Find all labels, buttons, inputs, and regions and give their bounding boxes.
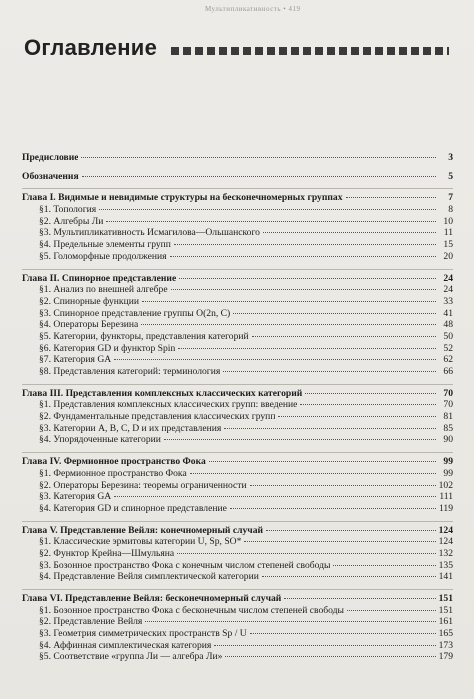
toc-page-number: 52 (443, 342, 453, 354)
toc-section-entry (22, 480, 453, 492)
dot-leader (171, 289, 436, 290)
dot-leader (233, 313, 436, 314)
toc-page-number: 161 (438, 616, 453, 628)
dot-leader (164, 439, 436, 440)
dot-leader (141, 324, 436, 325)
toc-entry-label: §3. Геометрия симметрических пространств Sp / U (39, 628, 247, 640)
toc-entry-label: §1. Фермионное пространство Фока (39, 467, 187, 479)
toc-entry-label: §1. Классические эрмитовы категории U, Sp, SO* (39, 536, 242, 548)
toc-page-number: 111 (439, 491, 453, 503)
dot-leader (106, 221, 436, 222)
toc-entry-label: §5. Категории, функторы, представления категорий (39, 330, 249, 342)
toc-page-number: 70 (443, 399, 453, 411)
dot-leader (209, 461, 436, 462)
dot-leader (250, 633, 436, 634)
toc-entry-preface (22, 152, 453, 164)
toc-entry-notation (22, 171, 453, 183)
toc-page-number: 15 (443, 239, 453, 251)
dot-leader (114, 359, 436, 360)
toc-section-entry (22, 284, 453, 296)
dot-leader (346, 197, 437, 198)
toc-section-entry (22, 216, 453, 228)
toc-section-entry (22, 503, 453, 515)
toc-page-number: 151 (438, 593, 453, 604)
toc-entry-label: §6. Категория GD и функтор Spin (39, 342, 176, 354)
chapter-block (22, 269, 453, 378)
toc-entry-label: §3. Мультипликативность Исмагилова—Ольшанского (39, 227, 260, 239)
toc-section-entry (22, 536, 453, 548)
toc-section-entry (22, 343, 453, 355)
dot-leader (263, 232, 436, 233)
toc-section-entry (22, 296, 453, 308)
toc-entry-label: §7. Категория GA (39, 354, 112, 366)
toc-section-entry (22, 411, 453, 423)
toc-entry-label: §4. Упорядоченные категории (39, 434, 161, 446)
toc-chapter-entry (22, 388, 453, 400)
dot-leader (278, 416, 436, 417)
toc-entry-label: Глава V. Представление Вейля: конечномерный случай (22, 524, 264, 536)
toc-page-number: 20 (443, 250, 453, 262)
chapter-block (22, 521, 453, 583)
toc-entry-label: §8. Представления категорий: терминология (39, 366, 221, 377)
toc-page-number: 62 (443, 354, 453, 366)
dot-leader (82, 176, 436, 177)
toc-entry-label: §3. Категория GA (39, 491, 112, 503)
toc-entry-label: Предисловие (22, 152, 79, 163)
toc-page-number: 85 (443, 422, 453, 434)
dot-leader (99, 209, 436, 210)
toc-entry-label: §3. Бозонное пространство Фока с конечным числом степеней свободы (39, 559, 331, 571)
dot-leader (178, 348, 436, 349)
chapter-block (22, 589, 453, 663)
dot-leader (225, 656, 435, 657)
toc-entry-label: §1. Бозонное пространство Фока с бесконечным числом степеней свободы (39, 604, 344, 616)
toc-section-entry (22, 605, 453, 617)
dot-leader (224, 428, 436, 429)
toc-page-number: 119 (438, 502, 453, 514)
toc-section-entry (22, 628, 453, 640)
toc-section-entry (22, 491, 453, 503)
dot-leader (223, 371, 436, 372)
toc-page-number: 99 (443, 456, 453, 468)
toc-entry-label: §4. Предельные элементы групп (39, 239, 171, 251)
dot-leader (114, 496, 436, 497)
dot-leader (190, 473, 436, 474)
dot-leader (179, 278, 436, 279)
dot-leader (145, 621, 435, 622)
toc-page-number: 99 (443, 467, 453, 479)
toc-chapter-entry (22, 525, 453, 537)
toc-page-number: 11 (443, 227, 453, 239)
toc-entry-label: §1. Представления комплексных классических групп: введение (39, 399, 298, 411)
dot-leader (177, 553, 435, 554)
toc-page-number: 5 (448, 170, 453, 182)
toc-entry-label: Глава II. Спинорное представление (22, 272, 177, 284)
dot-leader (262, 576, 436, 577)
toc-section-entry (22, 366, 453, 378)
toc-section-entry (22, 571, 453, 583)
toc-page-number: 165 (438, 628, 453, 640)
toc-entry-label: §2. Фундаментальные представления классических групп (39, 411, 276, 423)
toc-entry-label: Обозначения (22, 170, 79, 182)
toc-page-number: 90 (443, 434, 453, 446)
toc-section-entry (22, 308, 453, 320)
toc-entry-label: §2. Алгебры Ли (39, 215, 104, 227)
toc-section-entry (22, 319, 453, 331)
toc-page-number: 173 (438, 639, 453, 651)
table-of-contents (22, 152, 453, 663)
toc-section-entry (22, 423, 453, 435)
dot-leader (333, 565, 435, 566)
toc-page-number: 48 (443, 319, 453, 331)
toc-entry-label: §2. Операторы Березина: теоремы ограниченности (39, 479, 247, 491)
toc-section-entry (22, 548, 453, 560)
toc-entry-label: §5. Соответствие «группа Ли — алгебра Ли» (39, 651, 223, 663)
dot-leader (266, 530, 436, 531)
toc-entry-label: §4. Представление Вейля симплектической категории (39, 571, 259, 583)
toc-entry-label: §2. Функтор Крейна—Шмульяна (39, 547, 175, 559)
dot-leader (244, 541, 435, 542)
toc-section-entry (22, 204, 453, 216)
dot-leader (170, 256, 436, 257)
toc-page-number: 81 (443, 411, 453, 423)
toc-page-number: 70 (443, 387, 453, 399)
toc-entry-label: §1. Анализ по внешней алгебре (39, 284, 168, 296)
toc-page-number: 33 (443, 295, 453, 307)
toc-entry-label: Глава III. Представления комплексных классических категорий (22, 387, 303, 399)
toc-entry-label: Глава IV. Фермионное пространство Фока (22, 456, 206, 468)
toc-section-entry (22, 616, 453, 628)
toc-section-entry (22, 227, 453, 239)
toc-entry-label: Глава I. Видимые и невидимые структуры на бесконечномерных группах (22, 192, 343, 204)
toc-page-number: 41 (443, 307, 453, 319)
toc-section-entry (22, 251, 453, 263)
toc-chapter-entry (22, 593, 453, 605)
toc-chapter-entry (22, 273, 453, 285)
toc-page-number: 135 (438, 559, 453, 571)
dot-leader (347, 610, 436, 611)
dot-leader (142, 301, 436, 302)
toc-entry-label: §4. Операторы Березина (39, 319, 139, 331)
toc-page-number: 7 (448, 192, 453, 204)
toc-section-entry (22, 239, 453, 251)
dot-leader (305, 393, 436, 394)
dot-leader (250, 485, 436, 486)
toc-entry-label: §5. Голоморфные продолжения (39, 250, 167, 262)
chapter-block (22, 188, 453, 262)
toc-page-number: 132 (438, 547, 453, 559)
dot-leader (81, 157, 436, 158)
dot-leader (252, 336, 436, 337)
spacer (22, 164, 453, 171)
title-bar (24, 33, 449, 59)
front-matter (22, 152, 453, 182)
toc-entry-label: §4. Аффинная симплектическая категория (39, 639, 212, 651)
toc-section-entry (22, 651, 453, 663)
dot-leader (230, 508, 436, 509)
toc-entry-label: §1. Топология (39, 204, 97, 216)
toc-page-number: 151 (438, 604, 453, 616)
toc-entry-label: Глава VI. Представление Вейля: бесконечномерный случай (22, 593, 282, 604)
dot-leader (214, 645, 435, 646)
chapter-list (22, 188, 453, 663)
toc-page-number: 8 (448, 204, 453, 216)
toc-page-number: 3 (448, 152, 453, 163)
toc-entry-label: §3. Спинорное представление группы O(2n, C) (39, 307, 231, 319)
toc-section-entry (22, 399, 453, 411)
dot-leader (284, 598, 435, 599)
toc-section-entry (22, 331, 453, 343)
toc-page-number: 10 (443, 215, 453, 227)
dot-leader (300, 404, 436, 405)
toc-page-number: 124 (438, 536, 453, 548)
toc-entry-label: §3. Категории A, B, C, D и их представления (39, 422, 222, 434)
chapter-block (22, 384, 453, 446)
toc-page-number: 179 (438, 651, 453, 663)
toc-section-entry (22, 560, 453, 572)
toc-entry-label: §4. Категория GD и спинорное представление (39, 502, 227, 514)
chapter-block (22, 452, 453, 514)
toc-page-number: 66 (443, 366, 453, 377)
toc-chapter-entry (22, 456, 453, 468)
toc-page-number: 24 (443, 272, 453, 284)
toc-section-entry (22, 354, 453, 366)
toc-entry-label: §2. Представление Вейля (39, 616, 143, 628)
running-head: Мультипликативность • 419 (205, 5, 301, 13)
toc-page-number: 102 (438, 479, 453, 491)
toc-page-number: 141 (438, 571, 453, 583)
page-title: Оглавление (24, 35, 158, 60)
title-decoration (171, 47, 449, 55)
toc-section-entry (22, 468, 453, 480)
toc-chapter-entry (22, 192, 453, 204)
toc-page-number: 50 (443, 330, 453, 342)
toc-section-entry (22, 434, 453, 446)
dot-leader (174, 244, 436, 245)
toc-page-number: 24 (443, 284, 453, 296)
toc-entry-label: §2. Спинорные функции (39, 295, 139, 307)
toc-page-number: 124 (438, 524, 453, 536)
toc-section-entry (22, 640, 453, 652)
